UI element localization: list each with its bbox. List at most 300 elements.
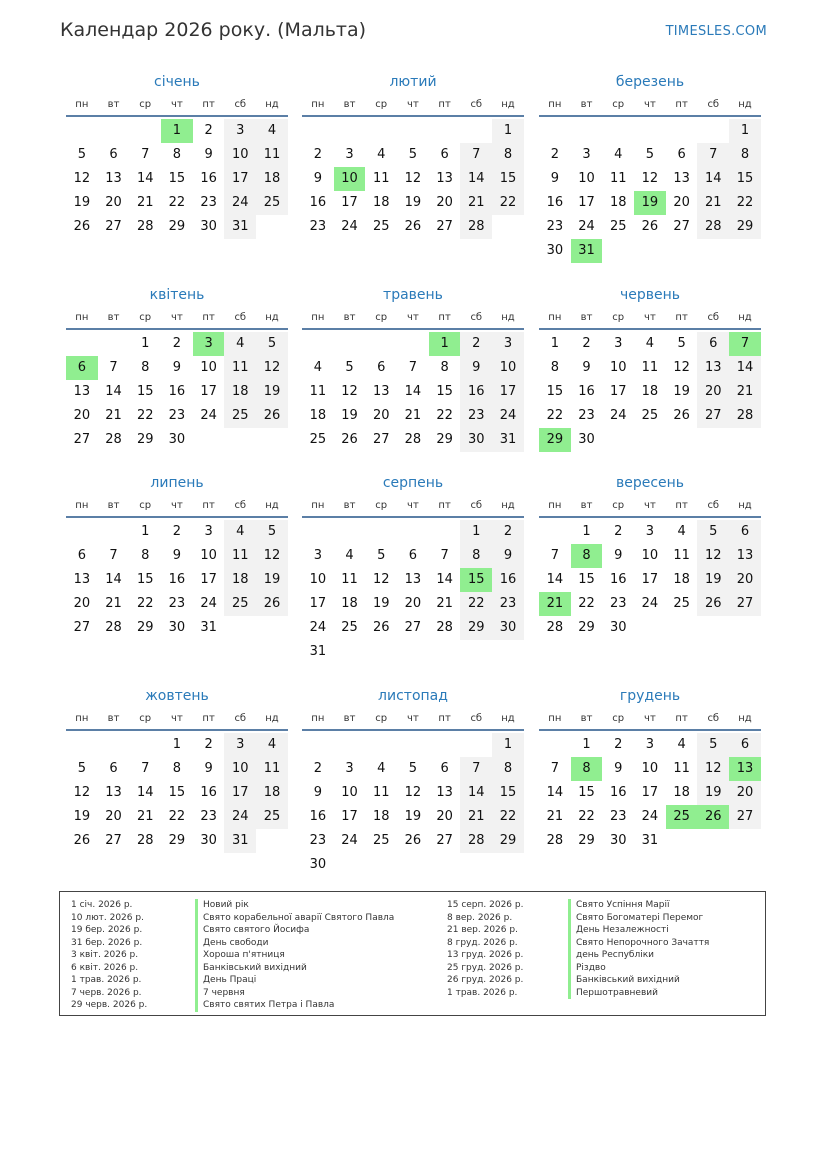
day-cell: 19	[697, 568, 729, 592]
day-cell: 6	[377, 360, 386, 375]
day-cell: 19	[256, 380, 288, 404]
day-cell: 2	[313, 761, 322, 776]
weekday-label: чт	[171, 500, 183, 511]
day-cell: 29	[578, 620, 595, 635]
day-cell: 12	[73, 171, 91, 186]
holiday-name: Новий рік	[203, 900, 249, 910]
day-cell: 13	[729, 544, 761, 568]
day-cell: 30	[200, 833, 217, 848]
weekday-label: вт	[343, 312, 356, 323]
day-cell: 23	[168, 596, 186, 611]
day-cell: 8	[460, 544, 492, 568]
day-cell: 11	[673, 761, 690, 776]
weekday-header	[66, 94, 288, 117]
weekday-label: чт	[171, 99, 183, 110]
day-cell: 22	[136, 596, 154, 611]
empty-cell	[460, 119, 492, 143]
day-cell: 28	[105, 432, 122, 447]
day-cell: 28	[460, 215, 492, 239]
day-cell: 18	[341, 596, 358, 611]
day-cell: 7	[109, 548, 118, 563]
day-cell: 12	[404, 171, 422, 186]
day-cell: 25	[609, 219, 627, 234]
weekday-label: сб	[707, 713, 720, 724]
weekday-label: пт	[675, 713, 688, 724]
month-name: лютий	[389, 74, 437, 90]
day-cell: 20	[673, 195, 690, 210]
day-cell: 12	[256, 356, 288, 380]
day-cell: 10	[309, 572, 327, 587]
day-cell: 14	[546, 785, 564, 800]
weekday-label: сб	[470, 99, 483, 110]
day-cell: 6	[440, 147, 449, 162]
day-cell: 26	[404, 219, 422, 234]
empty-cell	[302, 520, 334, 544]
day-cell: 12	[256, 544, 288, 568]
day-cell: 3	[204, 524, 213, 539]
empty-cell	[66, 332, 98, 356]
holiday-name: Банківський вихідний	[576, 975, 680, 985]
weekday-label: чт	[171, 713, 183, 724]
day-cell: 16	[309, 809, 327, 824]
day-cell: 29	[460, 616, 492, 640]
weekday-label: чт	[644, 312, 656, 323]
empty-cell	[98, 119, 130, 143]
weekday-label: сб	[234, 500, 247, 511]
day-cell: 30	[168, 432, 186, 447]
day-cell: 9	[614, 548, 623, 563]
day-cell: 23	[200, 195, 217, 210]
weekday-label: сб	[707, 312, 720, 323]
weekday-label: ср	[139, 99, 152, 110]
weekday-header	[302, 94, 524, 117]
weekday-label: вт	[580, 500, 593, 511]
weekday-label: ср	[612, 99, 625, 110]
holiday-name: 7 червня	[203, 987, 245, 998]
holiday-cell: 31	[571, 239, 603, 263]
day-cell: 14	[436, 572, 453, 587]
day-cell: 28	[136, 219, 154, 234]
day-cell: 6	[77, 548, 86, 563]
empty-cell	[634, 119, 666, 143]
weekday-label: нд	[738, 713, 752, 724]
weekday-label: пн	[75, 713, 89, 724]
day-cell: 4	[224, 520, 256, 544]
day-cell: 25	[256, 805, 288, 829]
day-cell: 17	[341, 809, 358, 824]
weekday-label: пн	[311, 99, 325, 110]
day-cell: 7	[109, 360, 118, 375]
day-cell: 7	[697, 143, 729, 167]
holiday-cell: 3	[193, 332, 225, 356]
holiday-cell: 1	[161, 119, 193, 143]
day-cell: 8	[492, 143, 524, 167]
day-cell: 29	[168, 219, 186, 234]
day-cell: 24	[641, 596, 659, 611]
day-cell: 8	[492, 757, 524, 781]
day-cell: 31	[224, 215, 256, 239]
day-cell: 15	[492, 781, 524, 805]
day-cell: 3	[345, 147, 354, 162]
day-cell: 12	[697, 544, 729, 568]
weekday-label: нд	[738, 500, 752, 511]
month-6	[539, 283, 761, 452]
day-cell: 15	[436, 384, 453, 399]
day-cell: 14	[729, 356, 761, 380]
day-cell: 18	[673, 572, 690, 587]
day-cell: 10	[200, 548, 217, 563]
empty-cell	[302, 119, 334, 143]
weekday-label: ср	[612, 713, 625, 724]
day-cell: 5	[256, 520, 288, 544]
day-cell: 5	[677, 336, 686, 351]
day-cell: 16	[492, 568, 524, 592]
day-cell: 1	[492, 733, 524, 757]
day-cell: 23	[578, 408, 595, 423]
day-cell: 7	[460, 143, 492, 167]
day-cell: 26	[341, 432, 358, 447]
day-cell: 4	[377, 761, 386, 776]
day-cell: 26	[372, 620, 390, 635]
legend-dates-right	[447, 899, 523, 999]
day-cell: 2	[492, 520, 524, 544]
day-cell: 26	[697, 592, 729, 616]
day-cell: 6	[729, 733, 761, 757]
day-cell: 26	[641, 219, 659, 234]
weekday-label: пт	[438, 99, 451, 110]
day-cell: 13	[697, 356, 729, 380]
weekday-label: ср	[139, 500, 152, 511]
day-cell: 18	[224, 380, 256, 404]
weekday-label: чт	[407, 99, 419, 110]
day-cell: 31	[492, 428, 524, 452]
day-cell: 15	[578, 572, 595, 587]
day-cell: 30	[546, 243, 564, 258]
day-cell: 8	[172, 147, 182, 162]
empty-cell	[697, 119, 729, 143]
holiday-cell: 8	[571, 544, 603, 568]
day-cell: 23	[309, 219, 327, 234]
day-cell: 12	[372, 572, 390, 587]
day-cell: 10	[492, 356, 524, 380]
day-cell: 22	[546, 408, 564, 423]
day-cell: 22	[460, 592, 492, 616]
day-cell: 17	[224, 167, 256, 191]
day-cell: 22	[168, 195, 186, 210]
day-cell: 13	[673, 171, 690, 186]
day-cell: 25	[256, 191, 288, 215]
holiday-date: 21 вер. 2026 р.	[447, 925, 518, 935]
day-cell: 19	[372, 596, 390, 611]
legend-names-left	[195, 899, 394, 1012]
day-cell: 8	[440, 360, 449, 375]
day-cell: 1	[460, 520, 492, 544]
day-cell: 24	[609, 408, 627, 423]
day-cell: 17	[609, 384, 627, 399]
day-cell: 4	[256, 119, 288, 143]
day-cell: 1	[141, 524, 150, 539]
empty-cell	[397, 733, 429, 757]
day-cell: 10	[641, 761, 659, 776]
day-cell: 24	[224, 805, 256, 829]
month-10	[66, 684, 288, 853]
holiday-name: Першотравневий	[576, 987, 658, 998]
day-cell: 14	[136, 785, 154, 800]
holiday-date: 19 бер. 2026 р.	[71, 925, 143, 935]
weekday-label: нд	[265, 99, 279, 110]
month-name: вересень	[615, 475, 685, 491]
holiday-name: День свободи	[203, 937, 269, 948]
empty-cell	[397, 520, 429, 544]
day-cell: 11	[372, 785, 390, 800]
day-cell: 8	[172, 761, 182, 776]
month-name: березень	[615, 74, 685, 90]
weekday-label: ср	[375, 500, 388, 511]
day-cell: 15	[136, 384, 154, 399]
day-cell: 3	[492, 332, 524, 356]
day-cell: 2	[204, 123, 213, 138]
day-cell: 16	[200, 171, 217, 186]
day-cell: 23	[168, 408, 186, 423]
holiday-name: Свято Непорочного Зачаття	[576, 937, 710, 948]
weekday-label: нд	[501, 500, 515, 511]
weekday-header	[539, 307, 761, 330]
day-cell: 26	[256, 404, 288, 428]
day-cell: 21	[729, 380, 761, 404]
day-cell: 11	[256, 757, 288, 781]
day-cell: 28	[697, 215, 729, 239]
day-cell: 4	[614, 147, 623, 162]
day-cell: 24	[309, 620, 327, 635]
day-cell: 9	[204, 147, 213, 162]
day-cell: 23	[492, 592, 524, 616]
day-cell: 14	[460, 167, 492, 191]
holiday-date: 7 черв. 2026 р.	[71, 987, 142, 998]
day-cell: 10	[609, 360, 627, 375]
month-1	[66, 70, 288, 239]
day-cell: 26	[673, 408, 690, 423]
days-grid	[302, 117, 524, 239]
weekday-label: нд	[501, 312, 515, 323]
weekday-label: пт	[438, 312, 451, 323]
day-cell: 14	[460, 781, 492, 805]
day-cell: 21	[404, 408, 422, 423]
day-cell: 24	[200, 408, 217, 423]
day-cell: 22	[578, 596, 595, 611]
day-cell: 21	[460, 805, 492, 829]
day-cell: 20	[105, 809, 122, 824]
holiday-date: 13 груд. 2026 р.	[447, 950, 524, 960]
day-cell: 11	[673, 548, 690, 563]
weekday-label: вт	[580, 713, 593, 724]
weekday-label: вт	[343, 713, 356, 724]
empty-cell	[429, 520, 461, 544]
day-cell: 4	[645, 336, 655, 351]
holiday-date: 31 бер. 2026 р.	[71, 937, 143, 948]
day-cell: 22	[436, 408, 453, 423]
day-cell: 24	[341, 219, 358, 234]
weekday-label: нд	[265, 312, 279, 323]
holiday-cell: 15	[460, 568, 492, 592]
weekday-label: пт	[202, 312, 215, 323]
day-cell: 8	[729, 143, 761, 167]
day-cell: 30	[578, 432, 595, 447]
day-cell: 16	[578, 384, 595, 399]
day-cell: 12	[697, 757, 729, 781]
day-cell: 9	[492, 544, 524, 568]
day-cell: 17	[641, 785, 659, 800]
days-grid	[66, 518, 288, 640]
day-cell: 2	[550, 147, 559, 162]
day-cell: 13	[372, 384, 390, 399]
month-name: травень	[383, 287, 443, 303]
day-cell: 31	[309, 644, 327, 659]
day-cell: 26	[73, 833, 91, 848]
day-cell: 21	[136, 809, 154, 824]
empty-cell	[98, 733, 130, 757]
day-cell: 21	[136, 195, 154, 210]
holiday-cell: 1	[429, 332, 461, 356]
month-name: жовтень	[145, 688, 209, 704]
day-cell: 29	[136, 620, 154, 635]
day-cell: 7	[141, 147, 150, 162]
day-cell: 16	[460, 380, 492, 404]
day-cell: 3	[224, 119, 256, 143]
day-cell: 13	[73, 384, 91, 399]
day-cell: 15	[168, 785, 186, 800]
day-cell: 17	[641, 572, 659, 587]
day-cell: 16	[609, 785, 627, 800]
weekday-label: вт	[343, 500, 356, 511]
day-cell: 9	[172, 360, 182, 375]
day-cell: 15	[578, 785, 595, 800]
month-name: серпень	[382, 475, 444, 491]
empty-cell	[66, 733, 98, 757]
month-name: липень	[150, 475, 204, 491]
day-cell: 20	[73, 596, 91, 611]
day-cell: 16	[609, 572, 627, 587]
day-cell: 14	[105, 384, 122, 399]
day-cell: 20	[729, 568, 761, 592]
day-cell: 2	[313, 147, 322, 162]
day-cell: 3	[645, 737, 655, 752]
empty-cell	[334, 119, 366, 143]
day-cell: 27	[729, 592, 761, 616]
day-cell: 22	[168, 809, 186, 824]
day-cell: 30	[200, 219, 217, 234]
weekday-label: сб	[707, 500, 720, 511]
day-cell: 9	[313, 785, 322, 800]
day-cell: 14	[136, 171, 154, 186]
day-cell: 17	[224, 781, 256, 805]
weekday-label: вт	[580, 312, 593, 323]
holiday-cell: 29	[539, 428, 571, 452]
day-cell: 2	[582, 336, 591, 351]
empty-cell	[66, 520, 98, 544]
holiday-cell: 19	[634, 191, 666, 215]
weekday-label: пт	[202, 500, 215, 511]
weekday-label: нд	[738, 312, 752, 323]
weekday-label: сб	[470, 500, 483, 511]
day-cell: 27	[673, 219, 690, 234]
day-cell: 13	[105, 785, 122, 800]
days-grid	[539, 117, 761, 263]
day-cell: 19	[341, 408, 358, 423]
day-cell: 25	[673, 596, 690, 611]
day-cell: 29	[492, 829, 524, 853]
empty-cell	[602, 119, 634, 143]
day-cell: 6	[729, 520, 761, 544]
day-cell: 29	[136, 432, 154, 447]
day-cell: 24	[200, 596, 217, 611]
weekday-header	[66, 708, 288, 731]
weekday-label: ср	[139, 312, 152, 323]
day-cell: 20	[436, 809, 453, 824]
brand-logo[interactable]: TIMESLES.COM	[665, 24, 767, 39]
day-cell: 27	[436, 219, 453, 234]
month-name: квітень	[149, 287, 205, 303]
weekday-header	[66, 307, 288, 330]
day-cell: 3	[582, 147, 591, 162]
weekday-header	[539, 495, 761, 518]
day-cell: 20	[372, 408, 390, 423]
day-cell: 20	[105, 195, 122, 210]
day-cell: 26	[256, 592, 288, 616]
weekday-label: пн	[311, 312, 325, 323]
holiday-name: День Праці	[203, 975, 257, 985]
weekday-label: пт	[675, 500, 688, 511]
holiday-date: 3 квіт. 2026 р.	[71, 950, 139, 960]
day-cell: 5	[697, 520, 729, 544]
day-cell: 23	[460, 404, 492, 428]
day-cell: 5	[697, 733, 729, 757]
weekday-label: сб	[234, 713, 247, 724]
day-cell: 27	[729, 805, 761, 829]
day-cell: 14	[546, 572, 564, 587]
day-cell: 28	[546, 620, 564, 635]
weekday-label: нд	[265, 713, 279, 724]
day-cell: 14	[404, 384, 422, 399]
month-4	[66, 283, 288, 452]
day-cell: 6	[440, 761, 449, 776]
day-cell: 4	[313, 360, 322, 375]
day-cell: 25	[641, 408, 659, 423]
empty-cell	[129, 733, 161, 757]
weekday-label: пн	[75, 99, 89, 110]
day-cell: 1	[582, 524, 591, 539]
day-cell: 21	[697, 191, 729, 215]
day-cell: 23	[609, 596, 627, 611]
empty-cell	[365, 733, 397, 757]
day-cell: 7	[460, 757, 492, 781]
day-cell: 10	[224, 757, 256, 781]
holiday-name: Свято корабельної аварії Святого Павла	[203, 912, 395, 923]
day-cell: 18	[256, 781, 288, 805]
weekday-label: пн	[311, 713, 325, 724]
day-cell: 2	[460, 332, 492, 356]
day-cell: 30	[609, 620, 627, 635]
day-cell: 23	[309, 833, 327, 848]
day-cell: 11	[641, 360, 659, 375]
day-cell: 17	[578, 195, 595, 210]
day-cell: 27	[105, 833, 122, 848]
day-cell: 10	[341, 785, 358, 800]
empty-cell	[302, 332, 334, 356]
day-cell: 16	[309, 195, 327, 210]
day-cell: 5	[77, 761, 86, 776]
day-cell: 30	[609, 833, 627, 848]
weekday-label: пн	[75, 312, 89, 323]
